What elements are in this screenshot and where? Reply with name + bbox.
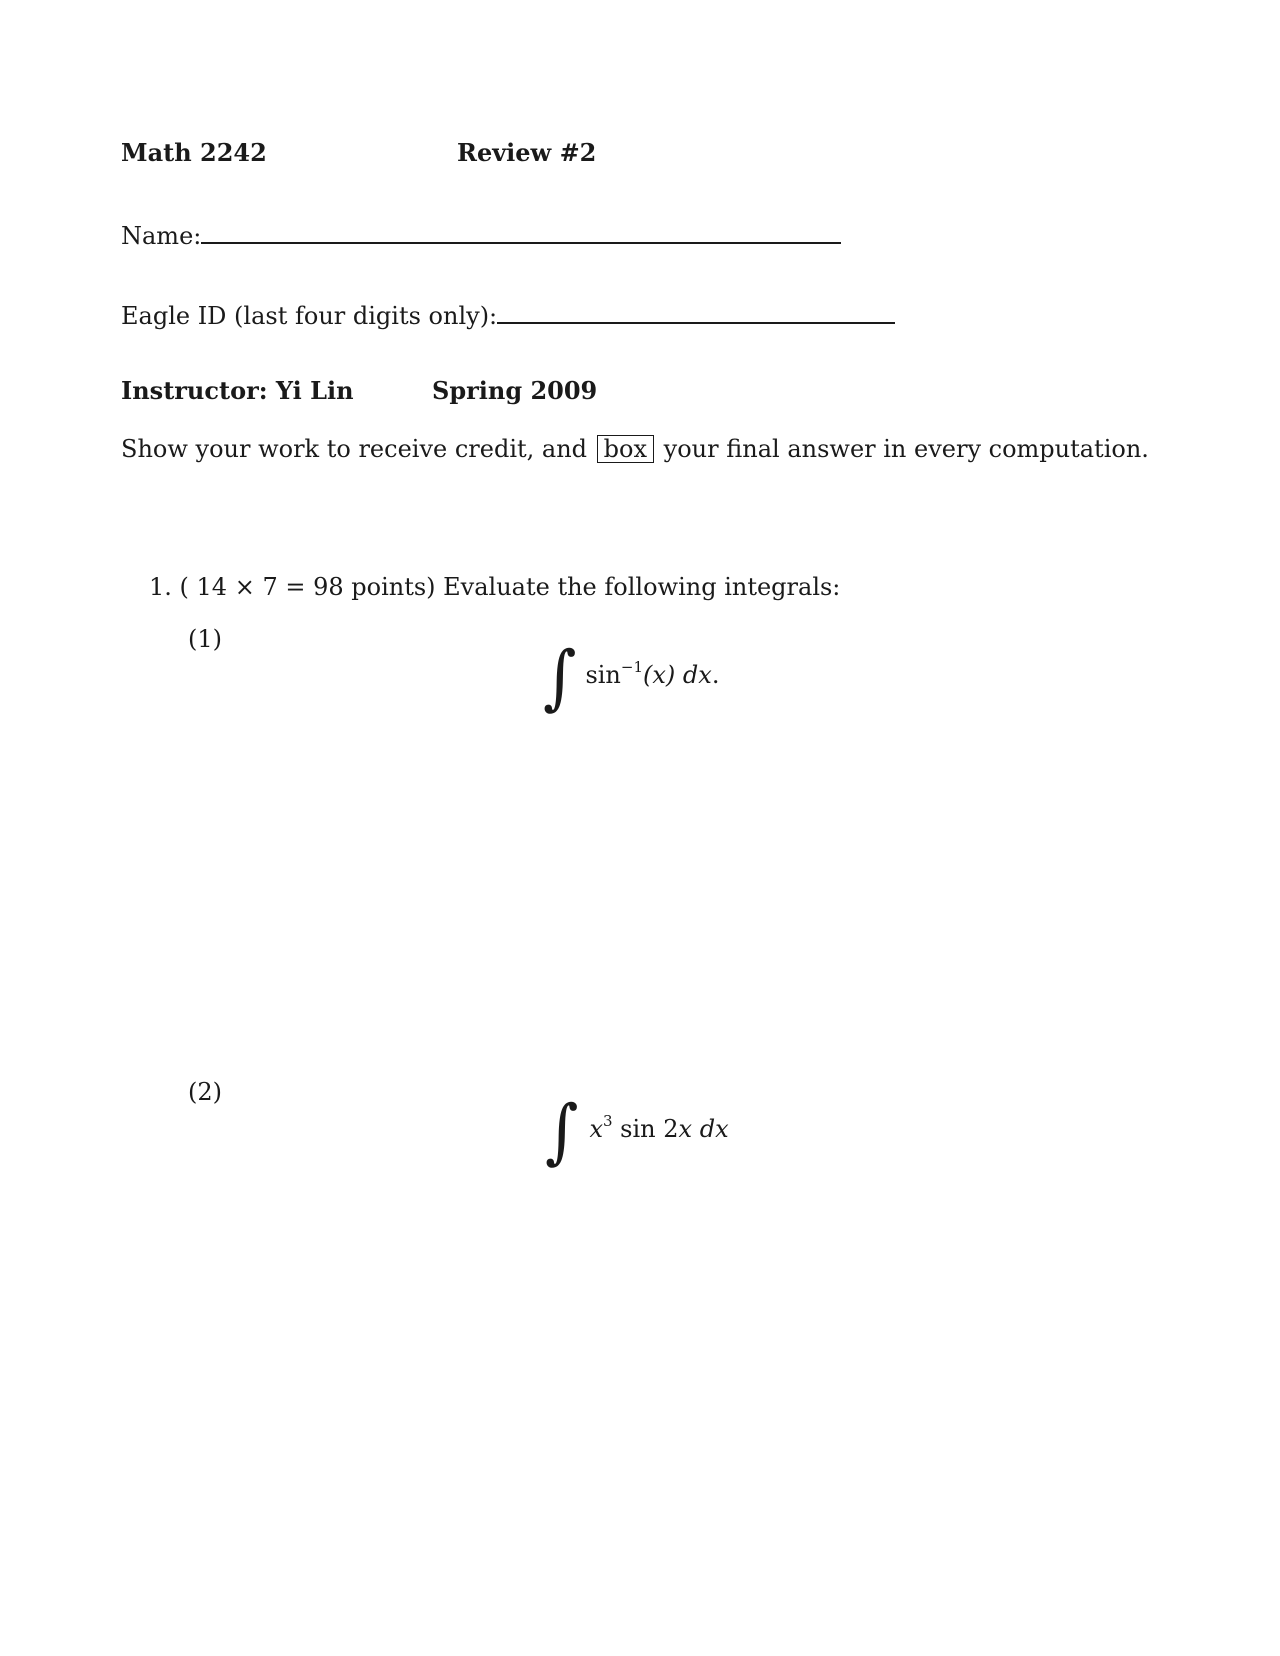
name-field-row (121, 218, 841, 251)
integral-1 (543, 637, 720, 719)
review-title: Review #2 (457, 138, 597, 167)
integrand-1 (585, 658, 720, 689)
var-x: x (589, 1115, 603, 1143)
part-2-label: (2) (188, 1078, 222, 1106)
integrand-2 (589, 1112, 729, 1143)
instructor-label: Instructor: Yi Lin (121, 376, 354, 405)
func-sin: sin (585, 661, 621, 689)
differential: dx (699, 1115, 729, 1143)
term-label: Spring 2009 (432, 376, 598, 405)
exponent: 3 (602, 1112, 613, 1130)
differential: dx (682, 661, 712, 689)
eagle-id-input-line[interactable] (497, 298, 895, 324)
instructions (121, 434, 1149, 464)
eagle-id-label: Eagle ID (last four digits only): (121, 302, 498, 330)
integral-sign: ∫ (545, 1091, 579, 1173)
name-label: Name: (121, 222, 202, 250)
part-1-label: (1) (188, 625, 222, 653)
trailing-period: . (711, 661, 720, 689)
argument: (x) (643, 661, 676, 689)
problem-prompt: ( 14 × 7 = 98 points) Evaluate the following integrals: (179, 573, 841, 601)
problem-number: 1. (149, 573, 172, 601)
instructions-before: Show your work to receive credit, and (121, 435, 588, 463)
course-title: Math 2242 (121, 138, 267, 167)
integral-2 (545, 1091, 729, 1173)
func-sin2: sin 2 (620, 1115, 679, 1143)
eagle-id-field-row (121, 298, 895, 331)
var-x2: x (678, 1115, 693, 1143)
problem-1-header (149, 572, 840, 602)
integral-sign: ∫ (543, 637, 577, 719)
name-input-line[interactable] (201, 218, 841, 244)
instructions-after: your final answer in every computation. (663, 435, 1149, 463)
exponent: −1 (620, 658, 644, 676)
boxed-word: box (597, 435, 654, 463)
